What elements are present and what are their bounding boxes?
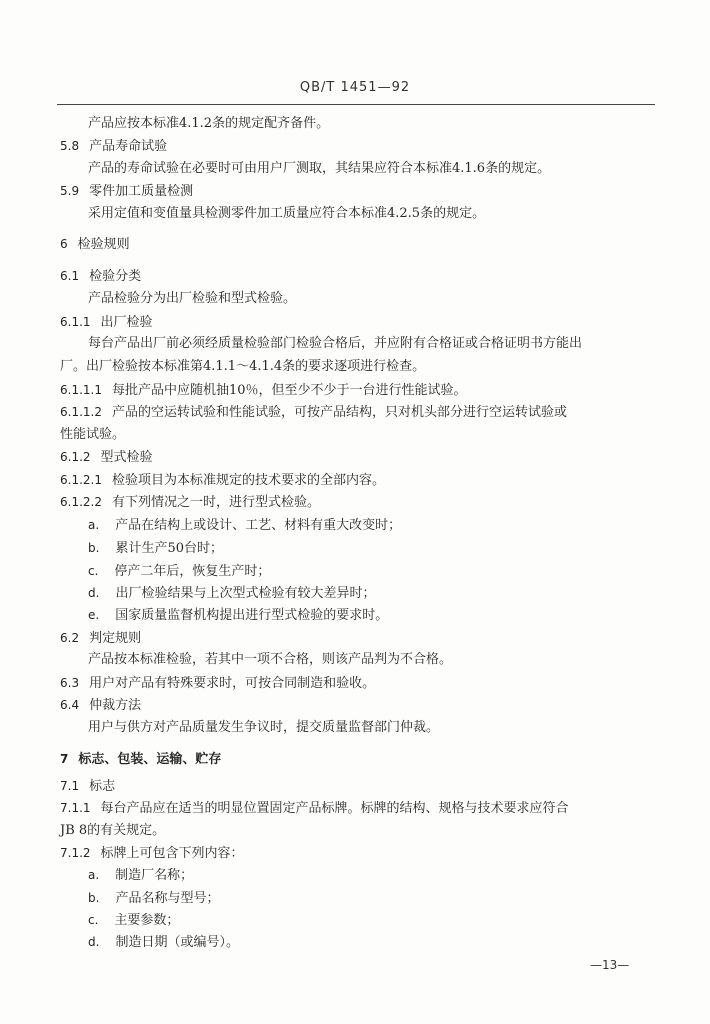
clause-text: 产品寿命试验 — [89, 139, 168, 154]
clause-text: 用户对产品有特殊要求时，可按合同制造和验收。 — [89, 676, 376, 691]
clause-text: 有下列情况之一时，进行型式检验。 — [111, 495, 320, 510]
clause-text: 产品检验分为出厂检验和型式检验。 — [88, 291, 297, 306]
clause-text: 每台产品出厂前必须经质量检验部门检验合格后，并应附有合格证或合格证明书方能出 — [88, 336, 583, 351]
clause-number: 6.1.2.1 — [60, 473, 102, 487]
clause-text: 型式检验 — [100, 450, 153, 465]
clause-number: 6.1.1 — [60, 315, 91, 329]
text-line — [60, 492, 320, 513]
clause-number: c. — [88, 564, 99, 578]
clause-number: 6.2 — [60, 631, 80, 645]
clause-text: 性能试验。 — [60, 427, 126, 442]
clause-number: 6 — [60, 237, 68, 251]
text-line — [60, 266, 141, 287]
text-line — [60, 234, 130, 255]
clause-text: 用户与供方对产品质量发生争议时，提交质量监督部门仲裁。 — [88, 720, 440, 735]
clause-text: 产品在结构上或设计、工艺、材料有重大改变时； — [115, 518, 402, 533]
clause-text: 制造日期（或编号）。 — [115, 935, 239, 950]
clause-number: 6.1.1.1 — [60, 383, 102, 397]
clause-number: d. — [88, 935, 100, 949]
text-line — [60, 136, 167, 157]
text-line — [60, 776, 115, 797]
clause-text: 标志、包装、运输、贮存 — [78, 752, 222, 767]
text-line — [60, 749, 221, 770]
clause-text: 国家质量监督机构提出进行型式检验的要求时。 — [115, 608, 389, 623]
text-line — [60, 402, 567, 423]
clause-number: d. — [88, 586, 100, 600]
text-line — [88, 561, 270, 582]
text-line — [60, 821, 165, 841]
clause-number: 5.9 — [60, 184, 80, 198]
clause-number: b. — [88, 541, 100, 555]
text-line — [60, 843, 244, 864]
text-line — [60, 181, 193, 202]
text-line — [88, 538, 223, 559]
text-line — [60, 357, 425, 377]
text-line — [88, 605, 388, 626]
clause-text: 标牌上可包含下列内容： — [100, 846, 244, 861]
clause-text: 检验分类 — [89, 269, 142, 284]
clause-number: 5.8 — [60, 139, 80, 153]
text-line — [60, 673, 375, 694]
text-line — [88, 718, 439, 738]
text-line — [88, 583, 375, 604]
clause-text: 检验规则 — [77, 237, 130, 252]
clause-text: 采用定值和变值量具检测零件加工质量应符合本标准4.2.5条的规定。 — [88, 206, 486, 221]
clause-number: 7.1 — [60, 779, 80, 793]
text-line — [88, 289, 296, 309]
text-line — [88, 159, 550, 179]
clause-number: 6.4 — [60, 698, 80, 712]
clause-text: 出厂检验 — [100, 315, 153, 330]
clause-number: 6.1 — [60, 269, 80, 283]
clause-text: 制造厂名称； — [115, 868, 194, 883]
clause-number: 6.3 — [60, 676, 80, 690]
text-line — [88, 865, 193, 886]
clause-text: 厂。出厂检验按本标准第4.1.1～4.1.4条的要求逐项进行检查。 — [60, 359, 426, 374]
text-line — [60, 470, 385, 491]
clause-text: 仲裁方法 — [89, 698, 142, 713]
clause-text: 每台产品应在适当的明显位置固定产品标牌。标牌的结构、规格与技术要求应符合 — [100, 801, 569, 816]
clause-text: 判定规则 — [89, 631, 142, 646]
text-line — [60, 380, 467, 401]
text-line — [88, 204, 485, 224]
clause-number: 7.1.1 — [60, 801, 91, 815]
clause-text: JB 8的有关规定。 — [60, 823, 166, 838]
clause-text: 产品应按本标准4.1.2条的规定配齐备件。 — [88, 116, 330, 131]
text-line — [60, 628, 141, 649]
clause-number: a. — [88, 868, 100, 882]
clause-number: 6.1.2 — [60, 450, 91, 464]
clause-text: 产品名称与型号； — [115, 891, 220, 906]
clause-text: 停产二年后，恢复生产时； — [114, 564, 271, 579]
text-line — [88, 888, 219, 909]
text-line — [60, 695, 141, 716]
clause-text: 标志 — [89, 779, 116, 794]
text-line — [88, 114, 329, 134]
text-line — [88, 650, 452, 670]
clause-text: 每批产品中应随机抽10％，但至少不少于一台进行性能试验。 — [111, 383, 467, 398]
clause-number: 7.1.2 — [60, 846, 91, 860]
clause-number: 6.1.2.2 — [60, 495, 102, 509]
clause-number: b. — [88, 891, 100, 905]
text-line — [60, 425, 125, 445]
clause-text: 产品的空运转试验和性能试验，可按产品结构，只对机头部分进行空运转试验或 — [111, 405, 567, 420]
clause-text: 出厂检验结果与上次型式检验有较大差异时； — [115, 586, 376, 601]
text-line — [60, 447, 153, 468]
clause-number: e. — [88, 608, 100, 622]
clause-text: 检验项目为本标准规定的技术要求的全部内容。 — [111, 473, 385, 488]
clause-number: a. — [88, 518, 100, 532]
text-line — [88, 910, 179, 931]
text-line — [88, 334, 582, 354]
page-header: QB/T 1451—92 — [299, 80, 411, 95]
text-line — [60, 312, 153, 333]
clause-number: 7 — [60, 752, 69, 766]
text-line — [88, 932, 239, 953]
text-line — [88, 515, 401, 536]
clause-text: 产品按本标准检验，若其中一项不合格，则该产品判为不合格。 — [88, 652, 453, 667]
text-line — [60, 798, 569, 819]
header-rule — [57, 104, 655, 105]
clause-number: c. — [88, 913, 99, 927]
clause-number: 6.1.1.2 — [60, 405, 102, 419]
clause-text: 零件加工质量检测 — [89, 184, 194, 199]
page-number: —13— — [590, 958, 630, 972]
clause-text: 累计生产50台时； — [115, 541, 223, 556]
clause-text: 产品的寿命试验在必要时可由用户厂测取，其结果应符合本标准4.1.6条的规定。 — [88, 161, 551, 176]
clause-text: 主要参数； — [114, 913, 180, 928]
